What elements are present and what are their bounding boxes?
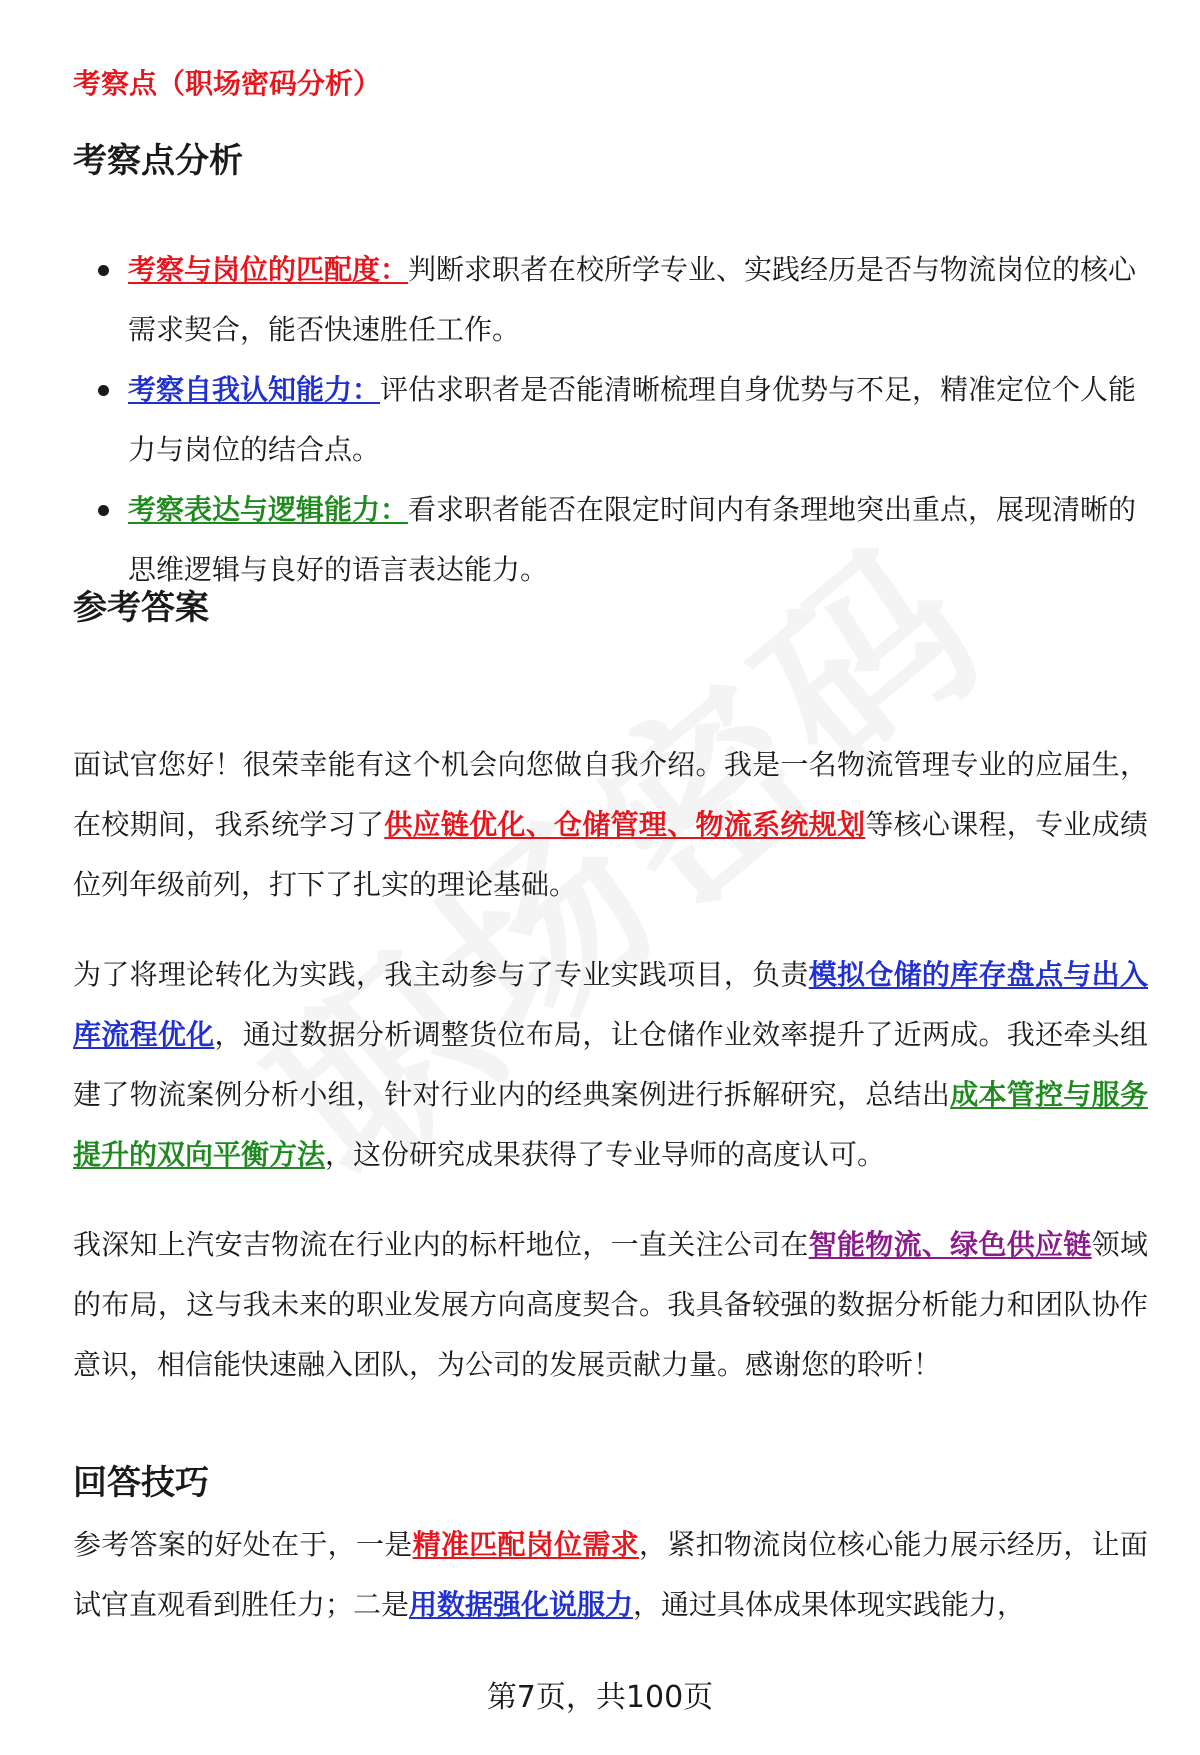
- highlight-text: 用数据强化说服力: [409, 1588, 634, 1621]
- bullet-dot-icon: [98, 385, 109, 396]
- document-title: 考察点（职场密码分析）: [73, 67, 382, 100]
- paragraph-text: 等核心课程，专业成绩位列年级前列，打下了扎实的理论基础。: [73, 808, 1148, 901]
- paragraph-text: ，通过数据分析调整货位布局，让仓储作业效率提升了近两成。我还牵头组建了物流案例分析小组，针对行业内的经典案例进行拆解研究，总结出: [73, 1018, 1148, 1111]
- highlight-text: 模拟仓储的库存盘点与出入库流程优化: [73, 958, 1148, 1051]
- bullet-dot-icon: [98, 505, 109, 516]
- highlight-text: 供应链优化、仓储管理、物流系统规划: [384, 808, 866, 841]
- paragraph-text: 领域的布局，这与我未来的职业发展方向高度契合。我具备较强的数据分析能力和团队协作意识，相信能快速融入团队，为公司的发展贡献力量。感谢您的聆听！: [73, 1228, 1148, 1381]
- list-item: [73, 360, 1143, 480]
- analysis-bullet-list: [73, 240, 1143, 600]
- list-item: [73, 240, 1143, 360]
- bullet-text: 评估求职者是否能清晰梳理自身优势与不足，精准定位个人能力与岗位的结合点。: [128, 373, 1137, 466]
- bullet-dot-icon: [98, 265, 109, 276]
- list-item: [73, 480, 1143, 600]
- bullet-label: 考察与岗位的匹配度：: [128, 253, 409, 286]
- bullet-text: 判断求职者在校所学专业、实践经历是否与物流岗位的核心需求契合，能否快速胜任工作。: [128, 253, 1137, 346]
- highlight-text: 成本管控与服务提升的双向平衡方法: [73, 1078, 1148, 1171]
- tips-paragraph-1: [73, 1515, 1148, 1635]
- paragraph-text: ，通过具体成果体现实践能力，: [633, 1588, 1026, 1621]
- section-heading-answer: 参考答案: [73, 588, 209, 628]
- bullet-text: 看求职者能否在限定时间内有条理地突出重点，展现清晰的思维逻辑与良好的语言表达能力。: [128, 493, 1137, 586]
- answer-paragraph-2: [73, 945, 1148, 1185]
- section-heading-tips: 回答技巧: [73, 1463, 209, 1503]
- bullet-label: 考察表达与逻辑能力：: [128, 493, 409, 526]
- page-footer: 第7页，共100页: [486, 1680, 714, 1715]
- paragraph-text: 我深知上汽安吉物流在行业内的标杆地位，一直关注公司在: [73, 1228, 809, 1261]
- paragraph-text: 面试官您好！很荣幸能有这个机会向您做自我介绍。我是一名物流管理专业的应届生，在校期间，我系统学习了: [73, 748, 1148, 841]
- paragraph-text: ，这份研究成果获得了专业导师的高度认可。: [325, 1138, 886, 1171]
- section-heading-analysis: 考察点分析: [73, 141, 243, 181]
- answer-paragraph-1: [73, 735, 1148, 915]
- highlight-text: 智能物流、绿色供应链: [808, 1228, 1092, 1261]
- highlight-text: 精准匹配岗位需求: [412, 1528, 639, 1561]
- paragraph-text: 参考答案的好处在于，一是: [73, 1528, 413, 1561]
- answer-paragraph-3: [73, 1215, 1148, 1395]
- paragraph-text: ，紧扣物流岗位核心能力展示经历，让面试官直观看到胜任力；二是: [73, 1528, 1148, 1621]
- paragraph-text: 为了将理论转化为实践，我主动参与了专业实践项目，负责: [73, 958, 809, 991]
- bullet-label: 考察自我认知能力：: [128, 373, 381, 406]
